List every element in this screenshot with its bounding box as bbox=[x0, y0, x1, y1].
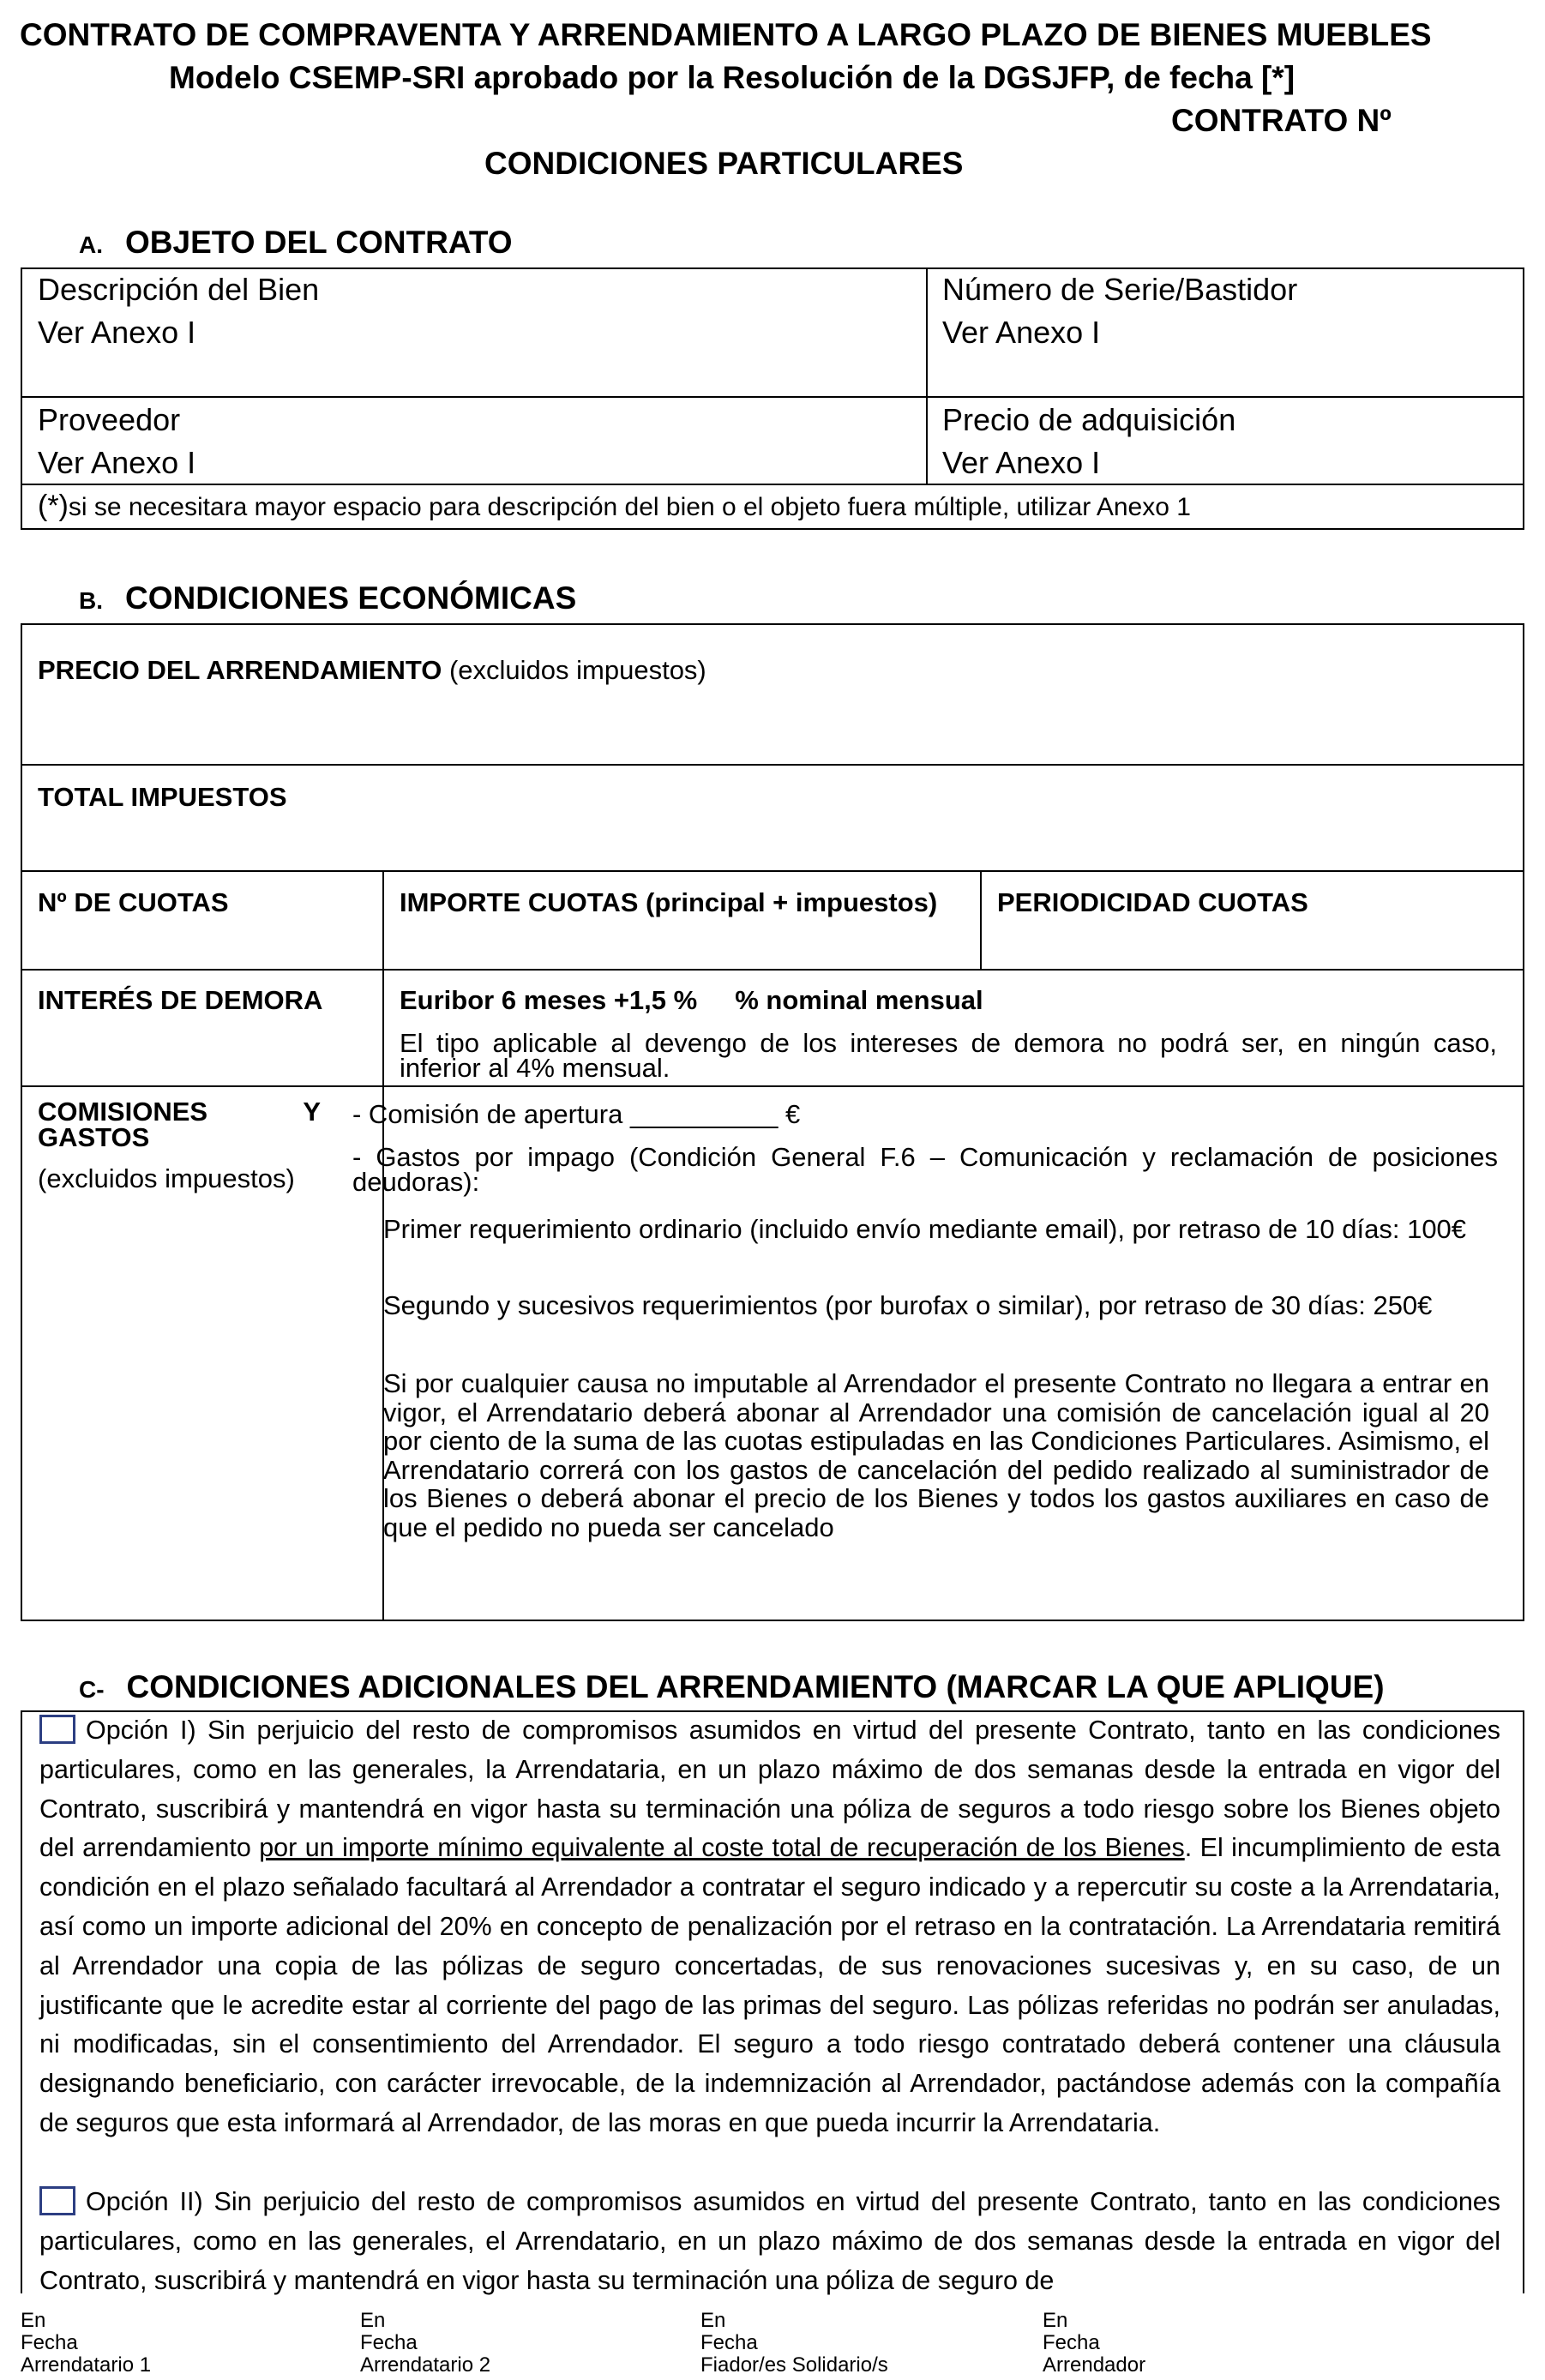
comisiones-y: Y bbox=[303, 1097, 321, 1127]
opcion-1-text-a: Opción I) Sin perjuicio del resto de compromisos asumidos en virtud del presente Contrato, tanto en las condiciones particulares, como en las generales, la Arrendataria, en un plazo máximo de dos semanas desde la entrada en vigor del Contrato, suscribirá y mantendrá en vigor hasta su terminación una póliza de seguros a todo riesgo sobre los Bienes objeto del arrendamiento bbox=[39, 1716, 1500, 1863]
section-a-divider bbox=[926, 267, 928, 485]
section-c-letter: C- bbox=[79, 1676, 105, 1703]
section-b-title: CONDICIONES ECONÓMICAS bbox=[125, 580, 577, 616]
comision-apertura-blank: __________ bbox=[629, 1099, 779, 1129]
euribor-value: Euribor 6 meses +1,5 % bbox=[400, 985, 698, 1015]
section-c-heading bbox=[79, 1669, 1385, 1705]
sig-role: Arrendatario 2 bbox=[360, 2353, 491, 2377]
section-b-letter: B. bbox=[79, 587, 103, 614]
opcion-1-text-b: . El incumplimiento de esta condición en el plazo señalado facultará al Arrendador a contratar el seguro indicado y a repercutir su coste a la Arrendataria, así como un importe adicional del 20% en concepto de penalización por el retraso en la contratación. La Arrendataria remitirá al Arrendador una copia de las pólizas de seguro concertadas, de sus renovaciones sucesivas y, en su caso, de un justificante que le acredite estar al corriente del pago de las primas del seguro. Las pólizas referidas no podrán ser anuladas, ni modificadas, sin el consentimiento del Arrendador. El seguro a todo riesgo contratado deberá contener una cláusula designando beneficiario, con carácter irrevocable, de la indemnización al Arrendador, pactándose además con la compañía de seguros que esta informará al Arrendador, de las moras en que pueda incurrir la Arrendataria. bbox=[39, 1833, 1500, 2137]
comisiones-label bbox=[38, 1099, 321, 1151]
opcion-1-underlined: por un importe mínimo equivalente al coste total de recuperación de los Bienes bbox=[259, 1833, 1185, 1863]
interes-demora-label: INTERÉS DE DEMORA bbox=[38, 985, 323, 1015]
euro-sign: € bbox=[785, 1099, 801, 1129]
sig-en: En bbox=[700, 2309, 726, 2332]
sig-en: En bbox=[1043, 2309, 1068, 2332]
segundo-requerimiento: Segundo y sucesivos requerimientos (por burofax o similar), por retraso de 30 días: 250€ bbox=[383, 1290, 1433, 1320]
interes-demora-value bbox=[400, 983, 983, 1019]
sig-fecha: Fecha bbox=[1043, 2331, 1100, 2354]
section-a-title: OBJETO DEL CONTRATO bbox=[125, 225, 513, 260]
sig-fecha: Fecha bbox=[360, 2331, 418, 2354]
row-line-1 bbox=[21, 764, 1524, 766]
precio-adquisicion-label: Precio de adquisición bbox=[942, 402, 1236, 437]
proveedor-label: Proveedor bbox=[38, 402, 181, 437]
comision-apertura-label: - Comisión de apertura bbox=[352, 1099, 623, 1129]
comisiones-word: COMISIONES bbox=[38, 1097, 208, 1127]
descripcion-value: Ver Anexo I bbox=[38, 315, 196, 350]
signature-arrendatario-1 bbox=[21, 2310, 151, 2377]
comision-apertura bbox=[352, 1097, 800, 1133]
num-cuotas-label: Nº DE CUOTAS bbox=[38, 887, 229, 917]
opcion-2-checkbox[interactable] bbox=[39, 2186, 75, 2215]
total-impuestos-label: TOTAL IMPUESTOS bbox=[38, 782, 287, 812]
opcion-1-checkbox[interactable] bbox=[39, 1715, 75, 1744]
document-title: CONTRATO DE COMPRAVENTA Y ARRENDAMIENTO A LARGO PLAZO DE BIENES MUEBLES bbox=[20, 17, 1432, 52]
precio-arrendamiento-note: (excluidos impuestos) bbox=[442, 655, 706, 685]
section-a-note-divider bbox=[21, 484, 1524, 485]
descripcion-label: Descripción del Bien bbox=[38, 272, 320, 307]
signature-fiador bbox=[700, 2310, 888, 2377]
cancelacion-text: Si por cualquier causa no imputable al Arrendador el presente Contrato no llegara a entrar en vigor, el Arrendatario deberá abonar al Arrendador una comisión de cancelación igual al 20 por ciento de la suma de las cuotas estipuladas en las Condiciones Particulares. Asimismo, el Arrendatario correrá con los gastos de cancelación del pedido realizado al suministrador de los Bienes o deberá abonar el precio de los Bienes y todos los gastos auxiliares en caso de que el pedido no pueda ser cancelado bbox=[383, 1368, 1489, 1542]
section-a-note bbox=[38, 487, 1191, 526]
precio-arrendamiento-label: PRECIO DEL ARRENDAMIENTO bbox=[38, 655, 442, 685]
primer-requerimiento: Primer requerimiento ordinario (incluido envío mediante email), por retraso de 10 días: 100€ bbox=[383, 1214, 1467, 1244]
signature-arrendador bbox=[1043, 2310, 1145, 2377]
row-line-4 bbox=[21, 1085, 1524, 1087]
interes-demora-note: El tipo aplicable al devengo de los intereses de demora no podrá ser, en ningún caso, inferior al 4% mensual. bbox=[400, 1028, 1497, 1083]
opcion-1 bbox=[39, 1711, 1500, 2143]
serie-label: Número de Serie/Bastidor bbox=[942, 272, 1298, 307]
proveedor-value: Ver Anexo I bbox=[38, 445, 196, 480]
excluidos-impuestos: (excluidos impuestos) bbox=[38, 1163, 295, 1193]
contract-number-label: CONTRATO Nº bbox=[1171, 103, 1392, 138]
sig-en: En bbox=[360, 2309, 386, 2332]
conditions-heading: CONDICIONES PARTICULARES bbox=[484, 146, 964, 181]
gastos-word: GASTOS bbox=[38, 1122, 150, 1152]
section-c-title: CONDICIONES ADICIONALES DEL ARRENDAMIENTO (MARCAR LA QUE APLIQUE) bbox=[126, 1669, 1385, 1704]
section-a-heading bbox=[79, 225, 513, 261]
periodicidad-label: PERIODICIDAD CUOTAS bbox=[997, 887, 1308, 917]
importe-cuotas-label: IMPORTE CUOTAS (principal + impuestos) bbox=[400, 887, 938, 917]
note-text: si se necesitara mayor espacio para descripción del bien o el objeto fuera múltiple, utilizar Anexo 1 bbox=[68, 493, 1191, 521]
sig-role: Fiador/es Solidario/s bbox=[700, 2353, 888, 2377]
precio-adquisicion-value: Ver Anexo I bbox=[942, 445, 1101, 480]
precio-arrendamiento bbox=[38, 652, 706, 688]
section-a-letter: A. bbox=[79, 231, 103, 258]
sig-role: Arrendador bbox=[1043, 2353, 1146, 2377]
sig-fecha: Fecha bbox=[21, 2331, 78, 2354]
opcion-2 bbox=[39, 2183, 1500, 2300]
section-b-heading bbox=[79, 580, 576, 616]
sig-en: En bbox=[21, 2309, 46, 2332]
gastos-impago: - Gastos por impago (Condición General F.6 – Comunicación y reclamación de posiciones deudoras): bbox=[352, 1142, 1498, 1197]
signature-arrendatario-2 bbox=[360, 2310, 490, 2377]
document-subtitle: Modelo CSEMP-SRI aprobado por la Resolución de la DGSJFP, de fecha [*] bbox=[169, 60, 1296, 95]
serie-value: Ver Anexo I bbox=[942, 315, 1101, 350]
sig-fecha: Fecha bbox=[700, 2331, 758, 2354]
col-line-2 bbox=[980, 870, 982, 969]
row-line-3 bbox=[21, 969, 1524, 971]
nominal-mensual: % nominal mensual bbox=[735, 985, 983, 1015]
sig-role: Arrendatario 1 bbox=[21, 2353, 152, 2377]
note-mark: (*) bbox=[38, 490, 69, 522]
section-a-row-divider bbox=[21, 396, 1524, 398]
row-line-2 bbox=[21, 870, 1524, 872]
opcion-2-text: Opción II) Sin perjuicio del resto de compromisos asumidos en virtud del presente Contrato, tanto en las condiciones particulares, como en las generales, el Arrendatario, en un plazo máximo de dos semanas desde la entrada en vigor del Contrato, suscribirá y mantendrá en vigor hasta su terminación una póliza de seguro de bbox=[39, 2187, 1500, 2295]
